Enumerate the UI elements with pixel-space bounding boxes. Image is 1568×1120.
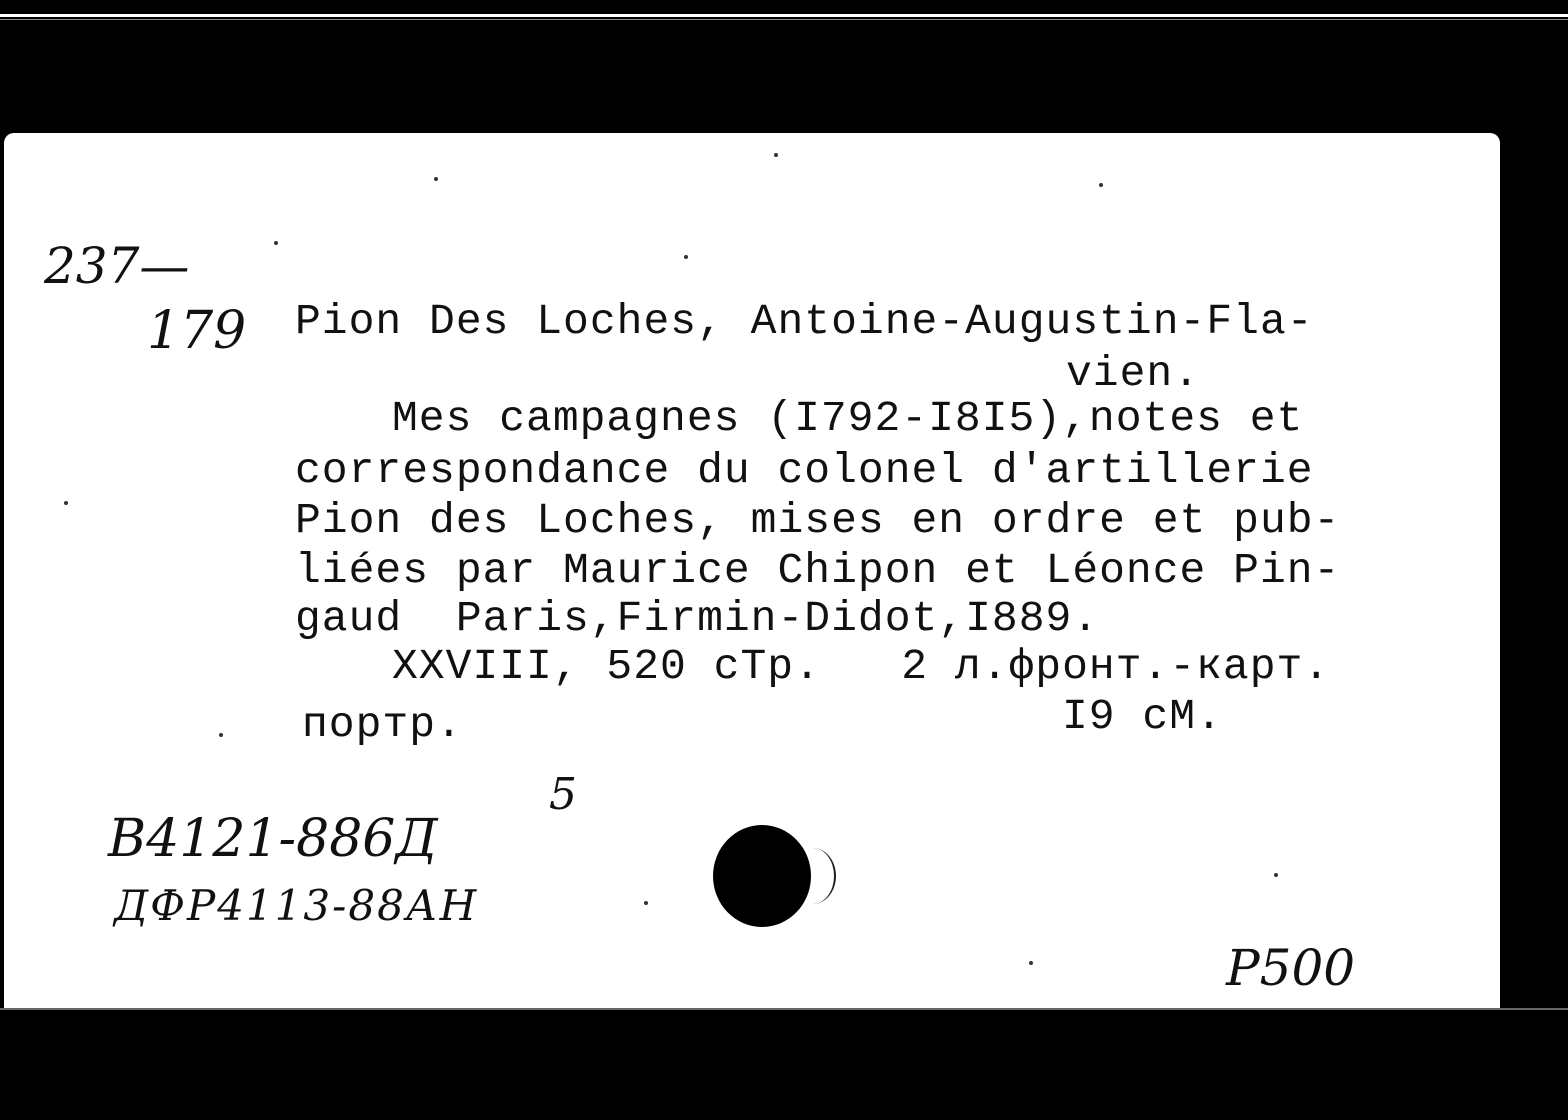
speck: [1029, 961, 1033, 965]
inventory-number-2: ДФР4113-88АН: [114, 881, 479, 930]
speck: [1274, 873, 1278, 877]
heading-line-2: vien.: [1066, 349, 1201, 398]
title-line-2: correspondance du colonel d'artillerie: [295, 446, 1314, 495]
speck: [64, 501, 68, 505]
speck: [1099, 183, 1103, 187]
inventory-number-1: B4121-886Д: [108, 809, 438, 869]
collation-line-1: XXVIII, 520 cTp. 2 л.фронт.-карт.: [392, 642, 1331, 691]
catalog-card: [4, 133, 1500, 1009]
heading-line-1: Pion Des Loches, Antoine-Augustin-Fla-: [295, 297, 1314, 346]
speck: [644, 901, 648, 905]
film-edge-line-secondary: [0, 19, 1568, 20]
call-number-top: 237—: [44, 237, 190, 295]
film-edge-line: [0, 14, 1568, 17]
speck: [774, 153, 778, 157]
speck: [684, 255, 688, 259]
speck: [434, 177, 438, 181]
title-line-3: Pion des Loches, mises en ordre et pub-: [295, 496, 1341, 545]
inventory-superscript: 5: [549, 769, 577, 820]
punch-hole-shadow: [790, 848, 836, 904]
collation-size: I9 cM.: [1062, 692, 1223, 741]
title-line-4: liées par Maurice Chipon et Léonce Pin-: [295, 546, 1341, 595]
title-line-5: gaud Paris,Firmin-Didot,I889.: [295, 594, 1100, 643]
film-edge-line-bottom: [0, 1008, 1568, 1010]
speck: [274, 241, 278, 245]
title-line-1: Mes campagnes (I792-I8I5),notes et: [392, 394, 1304, 443]
price-mark: P500: [1226, 939, 1356, 997]
call-number-bottom: 179: [147, 301, 247, 361]
collation-portrait: портр.: [302, 700, 463, 749]
speck: [219, 733, 223, 737]
